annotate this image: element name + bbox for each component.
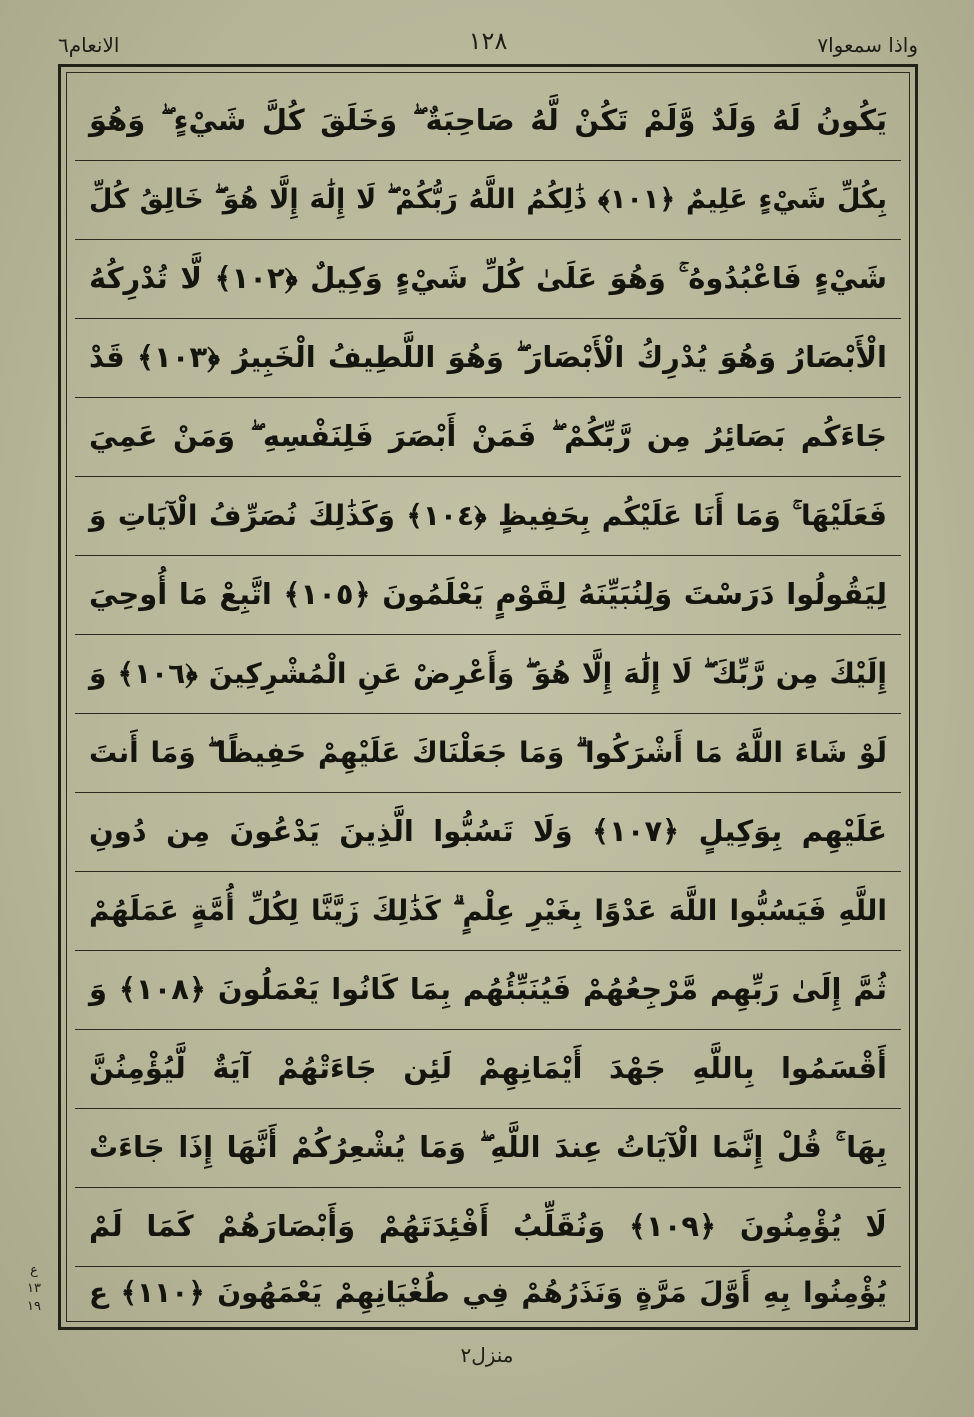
verse-line: أَقْسَمُوا بِاللَّهِ جَهْدَ أَيْمَانِهِمْ لَئِن جَاءَتْهُمْ آيَةٌ لَّيُؤْمِنُنَّ xyxy=(89,1051,887,1085)
manzil-footer: منزل٢ xyxy=(460,1343,514,1367)
verse-line: الْأَبْصَارُ وَهُوَ يُدْرِكُ الْأَبْصَارَ ۖ وَهُوَ اللَّطِيفُ الْخَبِيرُ ﴿١٠٣﴾ قَدْ xyxy=(89,340,887,374)
text-frame-inner xyxy=(66,72,910,1322)
ruku-count: ١٣ xyxy=(27,1281,41,1296)
verse-line: بِكُلِّ شَيْءٍ عَلِيمٌ ﴿١٠١﴾ ذَٰلِكُمُ اللَّهُ رَبُّكُمْ ۖ لَا إِلَٰهَ إِلَّا هُوَ ۖ خَالِقُ كُلِّ xyxy=(89,184,887,215)
verse-line: لِيَقُولُوا دَرَسْتَ وَلِنُبَيِّنَهُ لِقَوْمٍ يَعْلَمُونَ ﴿١٠٥﴾ اتَّبِعْ مَا أُوحِيَ xyxy=(89,577,887,611)
page-number: ١٢٨ xyxy=(468,27,508,55)
verse-line: إِلَيْكَ مِن رَّبِّكَ ۖ لَا إِلَٰهَ إِلَّا هُوَ ۖ وَأَعْرِضْ عَنِ الْمُشْرِكِينَ ﴿١٠٦﴾ وَ xyxy=(89,657,887,690)
verse-line: عَلَيْهِم بِوَكِيلٍ ﴿١٠٧﴾ وَلَا تَسُبُّوا الَّذِينَ يَدْعُونَ مِن دُونِ xyxy=(89,814,887,848)
verse-line: ثُمَّ إِلَىٰ رَبِّهِم مَّرْجِعُهُمْ فَيُنَبِّئُهُم بِمَا كَانُوا يَعْمَلُونَ ﴿١٠٨﴾ وَ xyxy=(89,972,887,1006)
verse-line: اللَّهِ فَيَسُبُّوا اللَّهَ عَدْوًا بِغَيْرِ عِلْمٍ ۗ كَذَٰلِكَ زَيَّنَّا لِكُلِّ أُمَّةٍ عَمَلَهُمْ xyxy=(89,894,887,927)
ruku-number: ١٩ xyxy=(27,1299,41,1314)
verse-line: لَوْ شَاءَ اللَّهُ مَا أَشْرَكُوا ۗ وَمَا جَعَلْنَاكَ عَلَيْهِمْ حَفِيظًا ۖ وَمَا أَنتَ xyxy=(89,736,887,769)
verse-line: بِهَا ۚ قُلْ إِنَّمَا الْآيَاتُ عِندَ اللَّهِ ۖ وَمَا يُشْعِرُكُمْ أَنَّهَا إِذَا جَاءَتْ xyxy=(89,1130,887,1164)
verse-line: جَاءَكُم بَصَائِرُ مِن رَّبِّكُمْ ۖ فَمَنْ أَبْصَرَ فَلِنَفْسِهِ ۖ وَمَنْ عَمِيَ xyxy=(89,419,887,453)
verse-lines xyxy=(75,81,901,1313)
surah-name: الانعام٦ xyxy=(58,33,120,57)
verse-line: لَا يُؤْمِنُونَ ﴿١٠٩﴾ وَنُقَلِّبُ أَفْئِدَتَهُمْ وَأَبْصَارَهُمْ كَمَا لَمْ xyxy=(89,1209,888,1243)
ruku-mark: ع xyxy=(30,1263,38,1278)
para-name: واذا سمعوا٧ xyxy=(817,33,918,57)
text-frame xyxy=(58,64,918,1330)
verse-line: شَيْءٍ فَاعْبُدُوهُ ۚ وَهُوَ عَلَىٰ كُلِّ شَيْءٍ وَكِيلٌ ﴿١٠٢﴾ لَّا تُدْرِكُهُ xyxy=(89,261,887,295)
ruku-margin-note xyxy=(20,1262,48,1316)
verse-line: فَعَلَيْهَا ۚ وَمَا أَنَا عَلَيْكُم بِحَفِيظٍ ﴿١٠٤﴾ وَكَذَٰلِكَ نُصَرِّفُ الْآيَاتِ وَ xyxy=(89,499,887,532)
verse-line: يُؤْمِنُوا بِهِ أَوَّلَ مَرَّةٍ وَنَذَرُهُمْ فِي طُغْيَانِهِمْ يَعْمَهُونَ ﴿١١٠﴾ ع xyxy=(89,1276,888,1309)
verse-line: يَكُونُ لَهُ وَلَدٌ وَّلَمْ تَكُنْ لَّهُ صَاحِبَةٌ ۖ وَخَلَقَ كُلَّ شَيْءٍ ۖ وَهُوَ xyxy=(89,103,887,137)
